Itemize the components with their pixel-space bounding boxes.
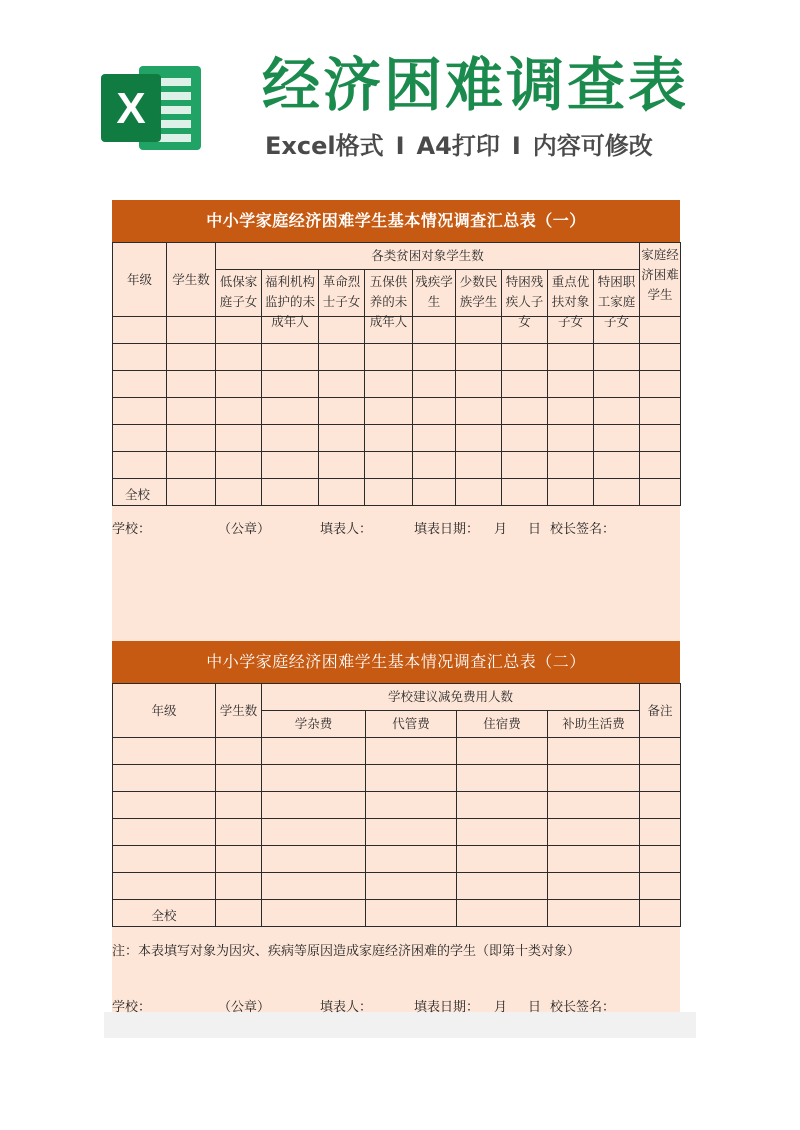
table-row (113, 425, 681, 452)
table2-total-label: 全校 (113, 900, 216, 927)
excel-logo-icon (101, 58, 204, 158)
table-cell[interactable] (456, 452, 502, 479)
table-cell[interactable] (113, 398, 167, 425)
table-cell[interactable] (319, 344, 365, 371)
table-cell[interactable] (319, 479, 365, 506)
table-cell[interactable] (456, 425, 502, 452)
table-cell[interactable] (457, 765, 548, 792)
table-cell[interactable] (502, 452, 548, 479)
table-cell[interactable] (456, 317, 502, 344)
table1-cat-5 (413, 270, 456, 317)
table-cell[interactable] (366, 792, 457, 819)
table-cell[interactable] (366, 846, 457, 873)
table-cell[interactable] (216, 819, 262, 846)
table1-cat-4-text: 五保供养的未成年人 (369, 274, 408, 329)
table-row (113, 819, 681, 846)
table-cell[interactable] (365, 479, 413, 506)
table2-fee-living: 补助生活费 (548, 711, 640, 738)
table2-fee-custody: 代管费 (366, 711, 457, 738)
table-cell[interactable] (262, 792, 366, 819)
table-cell[interactable] (594, 425, 640, 452)
table-cell[interactable] (216, 398, 262, 425)
table-cell[interactable] (413, 425, 456, 452)
table-cell[interactable] (262, 425, 319, 452)
table-cell[interactable] (548, 873, 640, 900)
table2-header-group: 学校建议减免费用人数 (262, 684, 640, 711)
table1-cat-6 (456, 270, 502, 317)
table-cell[interactable] (502, 398, 548, 425)
table1-cat-3 (319, 270, 365, 317)
table-cell[interactable] (457, 900, 548, 927)
table-cell[interactable] (456, 398, 502, 425)
table-cell[interactable] (640, 398, 681, 425)
footer-day-label: 日 (528, 522, 542, 537)
subtitle-separator: I (511, 132, 521, 160)
table-cell[interactable] (113, 344, 167, 371)
table2 (112, 683, 681, 927)
table-cell[interactable] (319, 425, 365, 452)
table1-total-label: 全校 (113, 479, 167, 506)
page-subtitle (265, 126, 653, 161)
footer-school-label: 学校： (112, 522, 152, 537)
footer-school-label: 学校： (112, 1000, 152, 1015)
table1-cat-9 (594, 270, 640, 329)
table1-header-family (640, 243, 681, 317)
table1-cat-2 (262, 270, 319, 329)
table-row (113, 873, 681, 900)
table-row (113, 765, 681, 792)
table-cell[interactable] (413, 344, 456, 371)
subtitle-print: A4打印 (416, 132, 500, 160)
table-cell[interactable] (216, 738, 262, 765)
table-row (113, 344, 681, 371)
table-row (113, 846, 681, 873)
table-cell[interactable] (640, 900, 681, 927)
table-cell[interactable] (216, 792, 262, 819)
table1-header-students: 学生数 (167, 243, 216, 317)
table1-cat-4 (365, 270, 413, 329)
table-cell[interactable] (413, 479, 456, 506)
table-cell[interactable] (457, 792, 548, 819)
table-cell[interactable] (413, 398, 456, 425)
table-cell[interactable] (167, 479, 216, 506)
table-cell[interactable] (457, 846, 548, 873)
table-cell[interactable] (216, 900, 262, 927)
table-cell[interactable] (502, 425, 548, 452)
table1-cat-8 (548, 270, 594, 329)
table2-fee-tuition: 学杂费 (262, 711, 366, 738)
table-cell[interactable] (413, 452, 456, 479)
table1-cat-8-text: 重点优扶对象子女 (551, 274, 590, 329)
table-cell[interactable] (457, 819, 548, 846)
table-cell[interactable] (216, 425, 262, 452)
logo-letter: X (116, 84, 146, 133)
table-cell[interactable] (594, 371, 640, 398)
table-row (113, 452, 681, 479)
table2-header-students: 学生数 (216, 684, 262, 738)
table1 (112, 242, 681, 506)
table-cell[interactable] (167, 317, 216, 344)
table-cell[interactable] (640, 452, 681, 479)
table2-note: 注：本表填写对象为因灾、疾病等原因造成家庭经济困难的学生（即第十类对象） (112, 944, 581, 959)
table-cell[interactable] (319, 398, 365, 425)
table1-cat-3-text: 革命烈士子女 (322, 274, 361, 309)
table-cell[interactable] (113, 792, 216, 819)
footer-date-label: 填表日期： (414, 1000, 480, 1015)
table-cell[interactable] (548, 792, 640, 819)
table-cell[interactable] (216, 765, 262, 792)
table-cell[interactable] (113, 846, 216, 873)
table-cell[interactable] (548, 479, 594, 506)
table-cell[interactable] (457, 873, 548, 900)
table-cell[interactable] (640, 846, 681, 873)
table-cell[interactable] (548, 738, 640, 765)
table-cell[interactable] (262, 344, 319, 371)
table-cell[interactable] (262, 819, 366, 846)
subtitle-separator: I (395, 132, 405, 160)
table-cell[interactable] (548, 765, 640, 792)
table-cell[interactable] (167, 371, 216, 398)
table-cell[interactable] (413, 371, 456, 398)
page-title: 经济困难调查表 (262, 51, 690, 119)
table-row (113, 792, 681, 819)
table-cell[interactable] (113, 452, 167, 479)
table-cell[interactable] (366, 765, 457, 792)
table-row (113, 398, 681, 425)
table-cell[interactable] (594, 479, 640, 506)
table-cell[interactable] (262, 371, 319, 398)
footer-seal-label: （公章） (218, 522, 271, 537)
table-cell[interactable] (167, 398, 216, 425)
table1-header-family-text: 家庭经济困难学生 (641, 247, 679, 302)
table-cell[interactable] (502, 371, 548, 398)
table-cell[interactable] (502, 479, 548, 506)
footer-month-label: 月 (494, 1000, 508, 1015)
footer-seal-label: （公章） (218, 1000, 271, 1015)
table-cell[interactable] (457, 738, 548, 765)
table-row-total (113, 479, 681, 506)
table-cell[interactable] (113, 425, 167, 452)
table-cell[interactable] (319, 452, 365, 479)
table-cell[interactable] (640, 792, 681, 819)
table-cell[interactable] (640, 344, 681, 371)
table-cell[interactable] (640, 479, 681, 506)
table-cell[interactable] (548, 900, 640, 927)
table-cell[interactable] (365, 398, 413, 425)
table-cell[interactable] (365, 425, 413, 452)
table-cell[interactable] (216, 452, 262, 479)
table-cell[interactable] (216, 846, 262, 873)
footer-principal-label: 校长签名： (550, 522, 616, 537)
table-cell[interactable] (262, 765, 366, 792)
table-cell[interactable] (216, 317, 262, 344)
table-cell[interactable] (262, 900, 366, 927)
table-cell[interactable] (113, 819, 216, 846)
table-row (113, 738, 681, 765)
table1-header-group: 各类贫困对象学生数 (216, 243, 640, 270)
table-cell[interactable] (640, 765, 681, 792)
table-cell[interactable] (262, 398, 319, 425)
table-cell[interactable] (502, 344, 548, 371)
sheet-shadow (104, 1012, 696, 1038)
table-cell[interactable] (262, 452, 319, 479)
table-cell[interactable] (216, 371, 262, 398)
table-cell[interactable] (640, 873, 681, 900)
footer-month-label: 月 (494, 522, 508, 537)
table-cell[interactable] (366, 900, 457, 927)
table-cell[interactable] (640, 371, 681, 398)
table-cell[interactable] (456, 479, 502, 506)
table-cell[interactable] (640, 738, 681, 765)
table-cell[interactable] (456, 344, 502, 371)
subtitle-format: Excel格式 (265, 132, 384, 160)
table1-cat-5-text: 残疾学生 (415, 274, 453, 309)
table1-cat-2-text: 福利机构监护的未成年人 (264, 274, 315, 329)
table-cell[interactable] (113, 317, 167, 344)
table-cell[interactable] (456, 371, 502, 398)
table-cell[interactable] (216, 873, 262, 900)
table-cell[interactable] (262, 738, 366, 765)
table-cell[interactable] (640, 425, 681, 452)
footer-day-label: 日 (528, 1000, 542, 1015)
table-cell[interactable] (413, 317, 456, 344)
table-cell[interactable] (167, 344, 216, 371)
table-cell[interactable] (594, 344, 640, 371)
table1-cat-9-text: 特困职工家庭子女 (597, 274, 636, 329)
table-cell[interactable] (262, 873, 366, 900)
table1-cat-7-text: 特困残疾人子女 (505, 274, 544, 329)
table-cell[interactable] (319, 371, 365, 398)
table-cell[interactable] (365, 344, 413, 371)
table-cell[interactable] (366, 873, 457, 900)
table-cell[interactable] (216, 344, 262, 371)
table-cell[interactable] (548, 371, 594, 398)
table-cell[interactable] (548, 846, 640, 873)
table-cell[interactable] (262, 479, 319, 506)
table-cell[interactable] (216, 479, 262, 506)
table-cell[interactable] (262, 846, 366, 873)
table-row-total (113, 900, 681, 927)
table-cell[interactable] (594, 398, 640, 425)
table-cell[interactable] (548, 819, 640, 846)
table-cell[interactable] (548, 344, 594, 371)
table-cell[interactable] (548, 398, 594, 425)
table-cell[interactable] (548, 452, 594, 479)
table-cell[interactable] (365, 371, 413, 398)
table2-title: 中小学家庭经济困难学生基本情况调查汇总表（二） (112, 641, 680, 683)
table-cell[interactable] (366, 819, 457, 846)
table-cell[interactable] (167, 452, 216, 479)
table2-header-grade: 年级 (113, 684, 216, 738)
table1-cat-1 (216, 270, 262, 317)
table-cell[interactable] (548, 425, 594, 452)
table1-header-grade: 年级 (113, 243, 167, 317)
table-cell[interactable] (113, 738, 216, 765)
table-cell[interactable] (167, 425, 216, 452)
table2-header-remark: 备注 (640, 684, 681, 738)
table-cell[interactable] (113, 371, 167, 398)
footer-principal-label: 校长签名： (550, 1000, 616, 1015)
table1-cat-1-text: 低保家庭子女 (219, 274, 258, 309)
table-cell[interactable] (640, 819, 681, 846)
table-cell[interactable] (594, 452, 640, 479)
table1-cat-6-text: 少数民族学生 (459, 274, 498, 309)
spreadsheet-preview (112, 200, 680, 1015)
table1-cat-7 (502, 270, 548, 329)
table-row (113, 371, 681, 398)
table-cell[interactable] (319, 317, 365, 344)
table1-title: 中小学家庭经济困难学生基本情况调查汇总表（一） (112, 200, 680, 242)
table-cell[interactable] (113, 873, 216, 900)
subtitle-editable: 内容可修改 (532, 132, 653, 160)
table-cell[interactable] (365, 452, 413, 479)
table-cell[interactable] (640, 317, 681, 344)
footer-filler-label: 填表人： (320, 522, 373, 537)
footer-filler-label: 填表人： (320, 1000, 373, 1015)
table-cell[interactable] (366, 738, 457, 765)
footer-date-label: 填表日期： (414, 522, 480, 537)
page-header (0, 0, 800, 190)
table-cell[interactable] (113, 765, 216, 792)
table2-fee-lodging: 住宿费 (457, 711, 548, 738)
